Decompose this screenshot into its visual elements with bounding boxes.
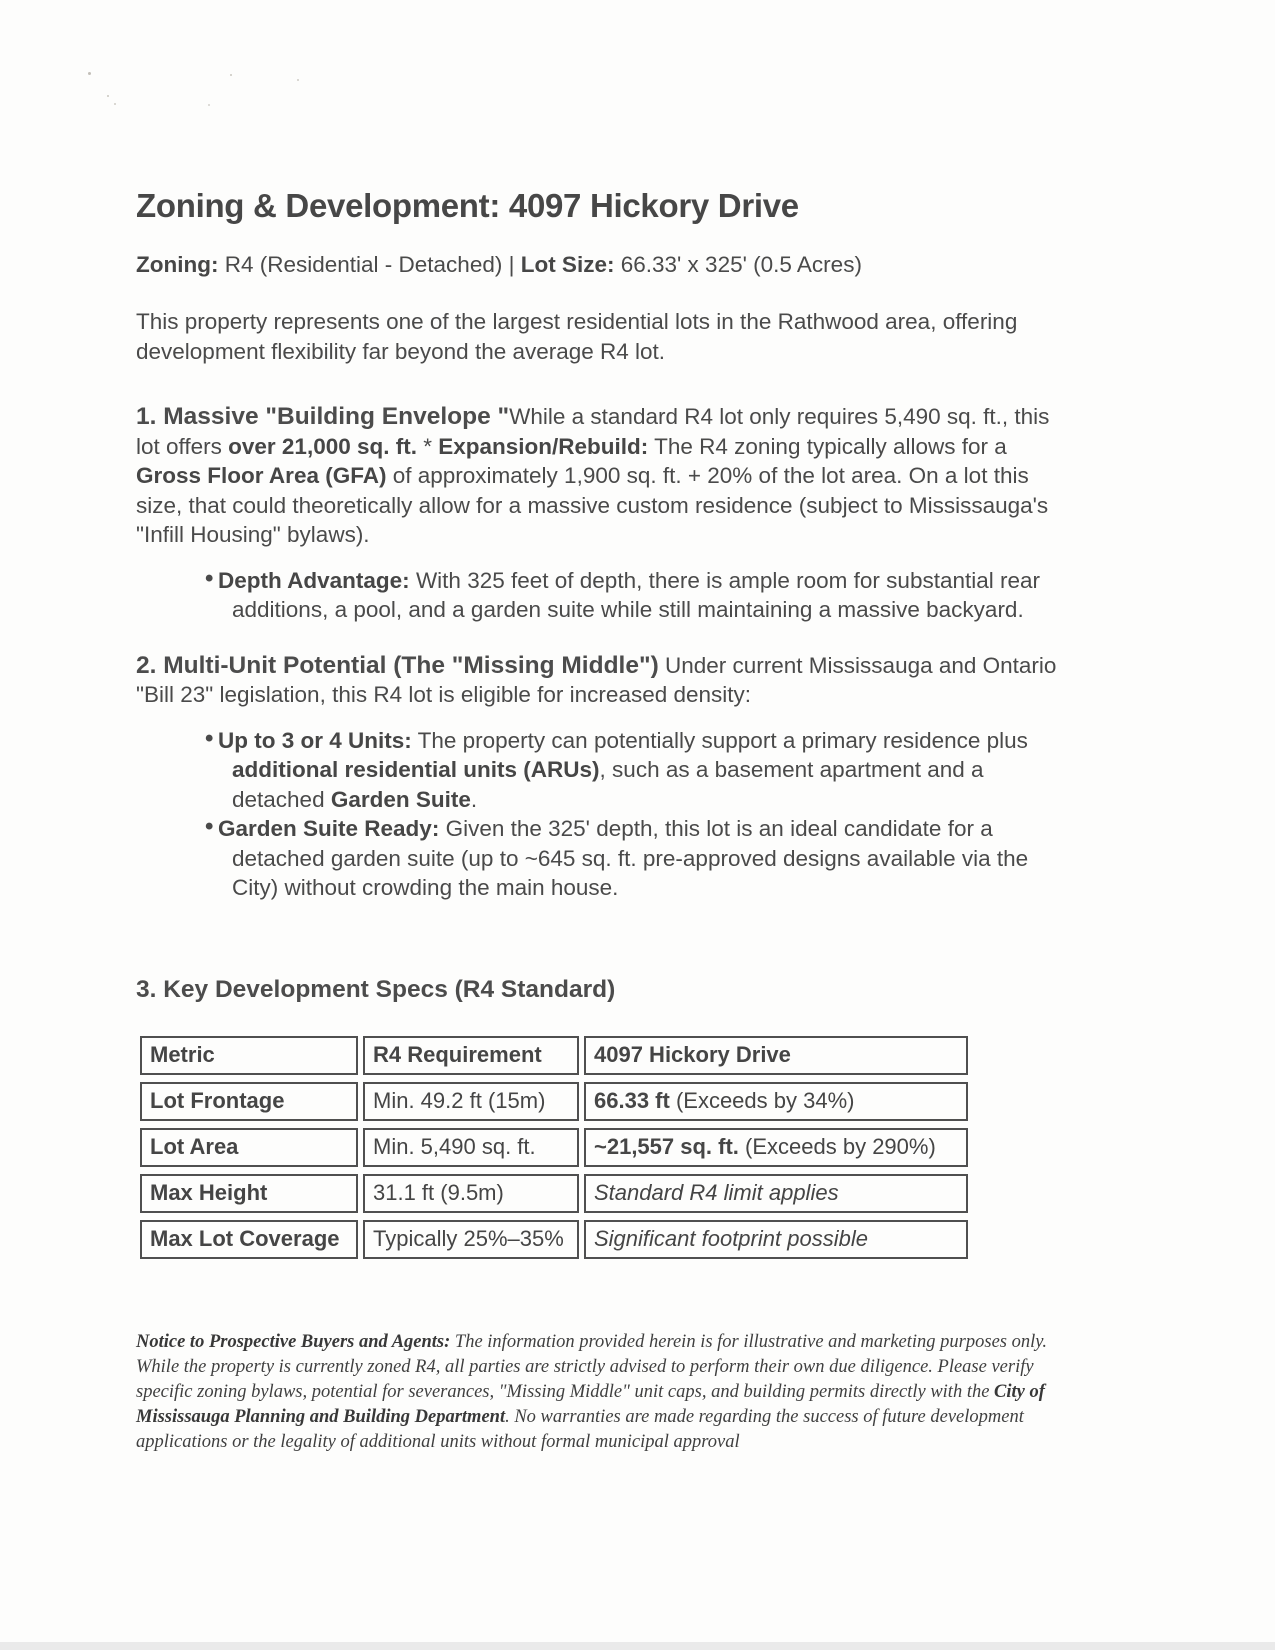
document-content xyxy=(136,186,1058,1473)
section1-text: of approximately 1,900 sq. ft. + 20% of the lot area. On a lot this size, that could theoretically allow for a massive custom residence (subject to Mississauga's "Infill Housing" bylaws). xyxy=(136,463,1049,547)
zoning-label: Zoning: xyxy=(136,252,219,277)
cell-metric: Lot Frontage xyxy=(140,1082,358,1121)
table-row xyxy=(140,1128,968,1167)
cell-value-bold: 66.33 ft xyxy=(594,1087,670,1113)
section2-paragraph xyxy=(136,651,1058,710)
bullet-label: Up to 3 or 4 Units: xyxy=(218,727,412,753)
section2-bullet-list xyxy=(136,726,1058,903)
scan-speck xyxy=(88,72,91,75)
development-specs-table xyxy=(135,1029,973,1266)
section1-heading: 1. Massive "Building Envelope " xyxy=(136,403,510,430)
cell-metric: Max Height xyxy=(140,1174,358,1213)
cell-value-rest: (Exceeds by 290%) xyxy=(738,1133,936,1159)
cell-requirement: Min. 49.2 ft (15m) xyxy=(363,1082,579,1121)
section1-bold-expansion: Expansion/Rebuild: xyxy=(438,433,649,459)
intro-paragraph: This property represents one of the largest residential lots in the Rathwood area, offering development flexibility far beyond the average R4 lot. xyxy=(136,309,1018,364)
legal-notice xyxy=(136,1330,1084,1455)
table-header-row xyxy=(140,1036,968,1075)
section2-heading: 2. Multi-Unit Potential (The "Missing Middle") xyxy=(136,651,659,679)
table-row xyxy=(140,1220,968,1259)
cell-requirement: Min. 5,490 sq. ft. xyxy=(363,1128,579,1167)
notice-bold-department: City of Mississauga Planning and Building Department xyxy=(136,1381,1045,1427)
header-metric: Metric xyxy=(140,1036,358,1075)
cell-value-bold: ~21,557 sq. ft. xyxy=(594,1133,739,1159)
zoning-lot-summary xyxy=(136,250,1058,279)
cell-property-value xyxy=(584,1174,968,1213)
scan-speck xyxy=(208,104,210,106)
scan-speck xyxy=(114,103,116,105)
cell-requirement: 31.1 ft (9.5m) xyxy=(363,1174,579,1213)
lot-size-value: 66.33' x 325' (0.5 Acres) xyxy=(614,252,862,277)
cell-property-value xyxy=(584,1220,968,1259)
bullet-label: Depth Advantage: xyxy=(218,567,410,593)
lot-size-label: Lot Size: xyxy=(520,252,615,277)
cell-requirement: Typically 25%–35% xyxy=(363,1220,579,1259)
bullet-text: , such as a basement apartment and a detached xyxy=(232,757,984,812)
bullet-text: The property can potentially support a primary residence plus xyxy=(411,727,1028,753)
scan-speck xyxy=(107,95,109,97)
cell-value-rest: (Exceeds by 34%) xyxy=(669,1087,855,1113)
section1-bold-sqft: over 21,000 sq. ft. xyxy=(228,433,417,459)
cell-value-italic: Standard R4 limit applies xyxy=(594,1179,839,1205)
section1-bullet-list xyxy=(136,566,1058,625)
bullet-bold-arus: additional residential units (ARUs) xyxy=(232,757,600,782)
bullet-units xyxy=(136,726,1058,815)
section1-paragraph xyxy=(136,402,1058,550)
cell-metric: Max Lot Coverage xyxy=(140,1220,358,1259)
scan-speck xyxy=(230,74,232,76)
scan-speck xyxy=(297,79,299,81)
section1-asterisk: * xyxy=(417,433,439,459)
notice-text: . No warranties are made regarding the success of future development applications or the legality of additional units without formal municipal approval xyxy=(136,1406,1024,1452)
bullet-text: Given the 325' depth, this lot is an ideal candidate for a detached garden suite (up to ~645 sq. ft. pre-approved designs available via the City) without crowding the main house. xyxy=(232,816,1029,900)
cell-property-value xyxy=(584,1128,968,1167)
bullet-bold-garden-suite: Garden Suite xyxy=(330,786,471,812)
section1-text: While a standard R4 lot only requires 5,490 sq. ft., this lot offers xyxy=(136,404,1050,459)
cell-value-italic: Significant footprint possible xyxy=(594,1225,868,1251)
table-row xyxy=(140,1174,968,1213)
section2-text: Under current Mississauga and Ontario "Bill 23" legislation, this R4 lot is eligible for increased density: xyxy=(136,652,1057,707)
bullet-label: Garden Suite Ready: xyxy=(218,816,440,841)
cell-metric: Lot Area xyxy=(140,1128,358,1167)
page-title: Zoning & Development: 4097 Hickory Drive xyxy=(136,187,799,224)
bullet-garden-suite-ready xyxy=(136,814,1058,903)
cell-property-value xyxy=(584,1082,968,1121)
header-r4-requirement: R4 Requirement xyxy=(363,1036,579,1075)
section3-heading: 3. Key Development Specs (R4 Standard) xyxy=(136,975,616,1003)
table-row xyxy=(140,1082,968,1121)
zoning-value: R4 (Residential - Detached) | xyxy=(218,252,521,277)
bullet-text: With 325 feet of depth, there is ample room for substantial rear additions, a pool, and a garden suite while still maintaining a massive backyard. xyxy=(232,567,1041,622)
section1-bold-gfa: Gross Floor Area (GFA) xyxy=(136,463,387,488)
section1-text: The R4 zoning typically allows for a xyxy=(648,433,1007,459)
header-property: 4097 Hickory Drive xyxy=(584,1036,968,1075)
notice-label: Notice to Prospective Buyers and Agents: xyxy=(136,1331,451,1352)
bullet-depth-advantage xyxy=(136,566,1058,625)
notice-text: The information provided herein is for illustrative and marketing purposes only. While the property is currently zoned R4, all parties are strictly advised to perform their own due diligence. Please verify specific zoning bylaws, potential for severances, "Missing Middle" unit caps, and building permits directly with the xyxy=(136,1331,1048,1402)
scanner-edge-artifact xyxy=(0,1642,1275,1650)
bullet-text: . xyxy=(470,786,478,812)
